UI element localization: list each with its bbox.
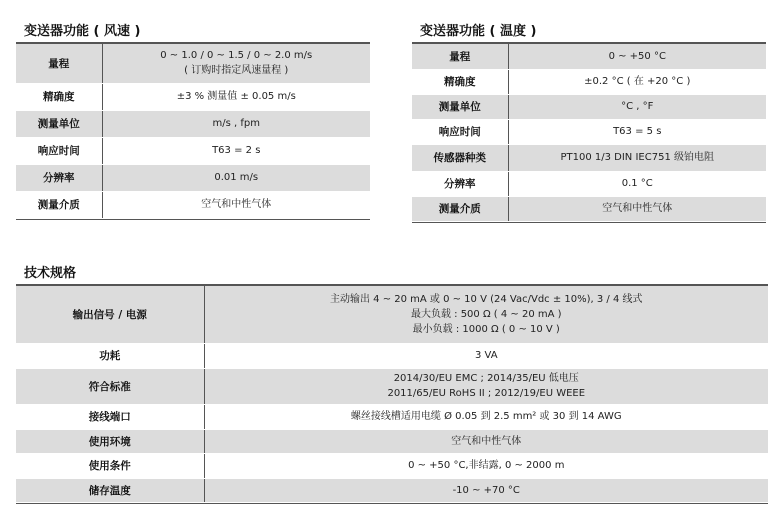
temp-row-label: 量程 bbox=[412, 44, 508, 69]
temp-row-label: 测量介质 bbox=[412, 196, 508, 221]
wind-row-value bbox=[102, 44, 370, 83]
wind-value-line: ±3 % 测量值 ± 0.05 m/s bbox=[176, 91, 296, 102]
wind-value-line: 0.01 m/s bbox=[214, 172, 259, 183]
temp-value-line: 0 ~ +50 °C bbox=[608, 50, 666, 62]
wind-row-value bbox=[102, 191, 370, 218]
spec-row-value bbox=[204, 478, 768, 502]
wind-row-label: 测量单位 bbox=[16, 110, 102, 137]
spec-row-value bbox=[204, 429, 768, 453]
temp-row-value bbox=[508, 144, 766, 171]
spec-row bbox=[16, 286, 768, 343]
spec-row-label: 功耗 bbox=[16, 343, 204, 368]
wind-row-value bbox=[102, 137, 370, 164]
spec-row bbox=[16, 343, 768, 368]
spec-row-value bbox=[204, 286, 768, 343]
spec-value-line: 螺丝接线槽适用电缆 Ø 0.05 到 2.5 mm² 或 30 到 14 AWG bbox=[350, 411, 622, 422]
temp-row-label: 精确度 bbox=[412, 69, 508, 94]
temp-row bbox=[412, 171, 766, 196]
spec-row bbox=[16, 429, 768, 453]
spec-value-line: 空气和中性气体 bbox=[451, 435, 522, 447]
spec-row-label: 使用环境 bbox=[16, 429, 204, 453]
temp-row-label: 响应时间 bbox=[412, 119, 508, 144]
spec-value-line: 2014/30/EU EMC ; 2014/35/EU 低电压 bbox=[393, 373, 579, 384]
spec-row-value bbox=[204, 368, 768, 404]
spec-value-line: 主动输出 4 ~ 20 mA 或 0 ~ 10 V (24 Vac/Vdc ± 10%), 3 / 4 线式 bbox=[329, 293, 643, 305]
temp-row-value bbox=[508, 196, 766, 221]
spec-value-line: 0 ~ +50 °C,非结露, 0 ~ 2000 m bbox=[408, 460, 565, 471]
spec-row bbox=[16, 478, 768, 502]
wind-row-label: 量程 bbox=[16, 44, 102, 83]
spec-row-label: 输出信号 / 电源 bbox=[16, 286, 204, 343]
temp-row-value bbox=[508, 94, 766, 119]
wind-row bbox=[16, 191, 370, 218]
wind-row bbox=[16, 83, 370, 110]
spec-row bbox=[16, 404, 768, 429]
temp-section bbox=[412, 22, 766, 223]
spec-value-line: 2011/65/EU RoHS II ; 2012/19/EU WEEE bbox=[387, 388, 586, 399]
spec-table bbox=[16, 286, 768, 503]
spec-section bbox=[16, 264, 768, 504]
wind-row-value bbox=[102, 164, 370, 191]
spec-row-label: 接线端口 bbox=[16, 404, 204, 429]
wind-section bbox=[16, 22, 370, 220]
spec-row-label: 符合标准 bbox=[16, 368, 204, 404]
temp-value-line: T63 = 5 s bbox=[613, 126, 662, 137]
spec-row-value bbox=[204, 404, 768, 429]
wind-value-line: 0 ~ 1.0 / 0 ~ 1.5 / 0 ~ 2.0 m/s bbox=[160, 50, 313, 62]
temp-value-line: 0.1 °C bbox=[621, 178, 653, 189]
temp-row-label: 测量单位 bbox=[412, 94, 508, 119]
temp-section-title: 变送器功能 ( 温度 ) bbox=[420, 24, 537, 39]
temp-value-line: °C , °F bbox=[621, 101, 654, 112]
temp-row bbox=[412, 94, 766, 119]
spec-row bbox=[16, 453, 768, 478]
spec-value-line: 3 VA bbox=[474, 350, 498, 361]
temp-row bbox=[412, 119, 766, 144]
wind-value-line: T63 = 2 s bbox=[212, 145, 261, 156]
temp-row bbox=[412, 69, 766, 94]
temp-value-line: 空气和中性气体 bbox=[602, 203, 673, 214]
wind-table bbox=[16, 44, 370, 219]
temp-row-value bbox=[508, 119, 766, 144]
wind-section-title: 变送器功能 ( 风速 ) bbox=[24, 24, 141, 39]
spec-row bbox=[16, 368, 768, 404]
wind-row bbox=[16, 137, 370, 164]
temp-row bbox=[412, 144, 766, 171]
temp-row-value bbox=[508, 44, 766, 69]
temp-row bbox=[412, 196, 766, 221]
wind-row-label: 响应时间 bbox=[16, 137, 102, 164]
spec-row-label: 使用条件 bbox=[16, 453, 204, 478]
temp-bottom-rule bbox=[412, 222, 766, 223]
spec-value-line: -10 ~ +70 °C bbox=[452, 484, 520, 496]
wind-row bbox=[16, 110, 370, 137]
wind-row bbox=[16, 164, 370, 191]
wind-row-label: 测量介质 bbox=[16, 191, 102, 218]
wind-row-label: 精确度 bbox=[16, 83, 102, 110]
temp-row-label: 分辨率 bbox=[412, 171, 508, 196]
temp-row-label: 传感器种类 bbox=[412, 144, 508, 171]
spec-section-title: 技术规格 bbox=[24, 266, 77, 281]
spec-row-value bbox=[204, 453, 768, 478]
wind-value-line: m/s , fpm bbox=[212, 118, 260, 129]
wind-bottom-rule bbox=[16, 219, 370, 220]
spec-value-line: 最大负载 : 500 Ω ( 4 ~ 20 mA ) bbox=[410, 308, 562, 320]
spec-value-line: 最小负载 : 1000 Ω ( 0 ~ 10 V ) bbox=[412, 323, 560, 335]
temp-row-value bbox=[508, 171, 766, 196]
wind-row-label: 分辨率 bbox=[16, 164, 102, 191]
wind-row bbox=[16, 44, 370, 83]
temp-value-line: PT100 1/3 DIN IEC751 级铂电阻 bbox=[560, 152, 714, 163]
spec-bottom-rule bbox=[16, 503, 768, 504]
temp-table bbox=[412, 44, 766, 222]
wind-row-value bbox=[102, 110, 370, 137]
wind-value-line: ( 订购时指定风速量程 ) bbox=[184, 65, 289, 77]
spec-row-value bbox=[204, 343, 768, 368]
temp-row bbox=[412, 44, 766, 69]
wind-value-line: 空气和中性气体 bbox=[201, 199, 272, 210]
spec-row-label: 储存温度 bbox=[16, 478, 204, 502]
temp-value-line: ±0.2 °C ( 在 +20 °C ) bbox=[584, 76, 691, 87]
temp-row-value bbox=[508, 69, 766, 94]
wind-row-value bbox=[102, 83, 370, 110]
